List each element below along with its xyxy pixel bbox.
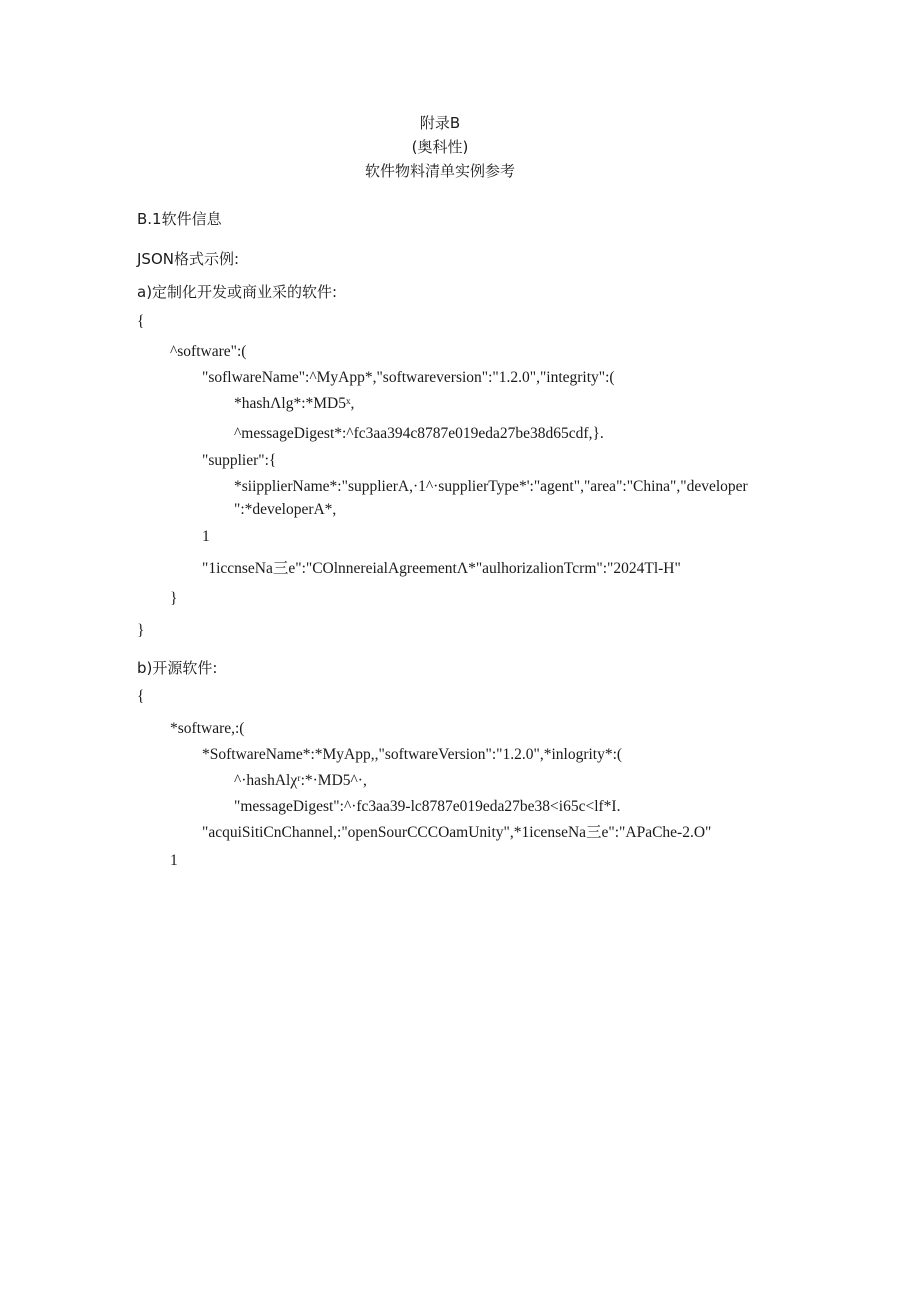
code-b-hash-line: ^·hashAlχʳ:*·MD5^·, [234,772,367,789]
code-b-channel-line: "acquiSitiCnChannel,:"openSourCCCOamUnity",*1icenseNa三e":"APaChe-2.O" [202,824,712,841]
code-a-supplier-line-1: *siipplierName*:"supplierA,·1^·supplierType*':"agent","area":"China","developer [234,478,748,495]
json-format-label: JSON格式示例: [137,250,240,268]
code-a-open-brace: { [137,313,145,330]
code-a-digest-line: ^messageDigest*:^fc3aa394c8787e019eda27be38d65cdf,}. [234,425,604,442]
code-a-name-line: "soflwareName":^MyApp*,"softwareversion":"1.2.0","integrity":( [202,369,615,386]
page-title: 软件物料清单实例参考 [364,162,515,180]
appendix-nature: (奥科性) [411,138,469,156]
code-a-supplier-line-2: ":*developerA*, [234,501,337,518]
code-a-inner-close: } [170,590,178,607]
code-b-digest-line: "messageDigest":^·fc3aa39-lc8787e019eda27be38<i65c<lf*I. [234,798,621,815]
case-a-label: a)定制化开发或商业采的软件: [137,283,338,301]
appendix-label: 附录B [419,114,461,132]
code-b-software-key: *software,:( [170,720,245,737]
code-a-close-brace: } [137,622,145,639]
code-a-close-marker: 1 [202,528,210,545]
code-b-open-brace: { [137,688,145,705]
code-a-license-line: "1iccnseNa三e":"COlnnereialAgreementΛ*"aulhorizalionTcrm":"2024Tl-H" [202,560,681,577]
section-heading: B.1软件信息 [137,210,222,228]
code-b-name-line: *SoftwareName*:*MyApp,,"softwareVersion":"1.2.0",*inlogrity*:( [202,746,623,763]
case-b-label: b)开源软件: [137,659,218,677]
code-a-software-key: ^software":( [170,343,247,360]
code-a-hash-line: *hashΛlg*:*MD5ˣ, [234,395,355,412]
code-a-supplier-key: "supplier":{ [202,452,277,469]
code-b-close: 1 [170,852,178,869]
